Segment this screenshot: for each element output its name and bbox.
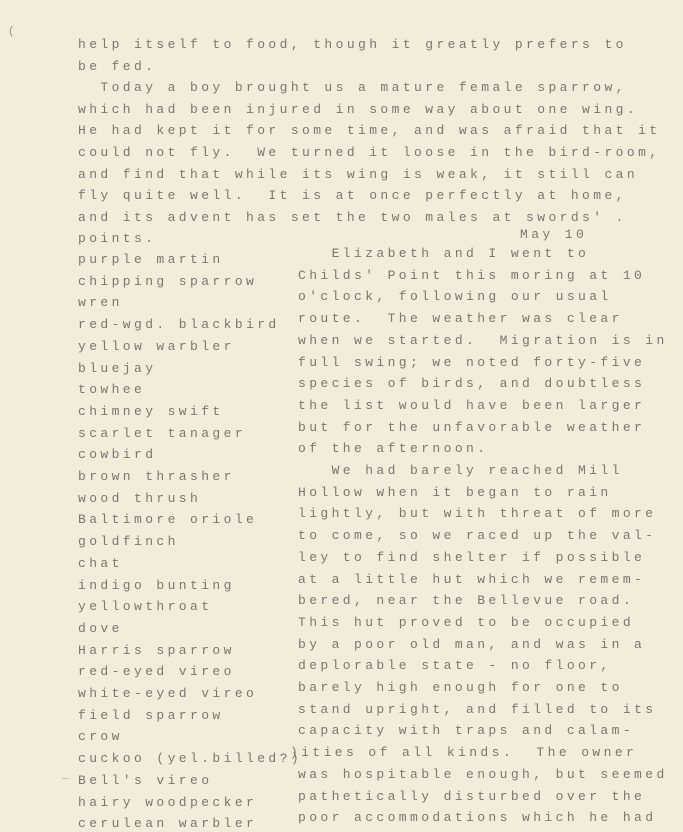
bird-list-item: red-wgd. blackbird [78, 317, 280, 333]
margin-mark: _ [62, 770, 69, 782]
bird-list-item: chat [78, 555, 123, 571]
text-line: bered, near the Bellevue road. [298, 593, 635, 609]
bird-list-item: towhee [78, 382, 146, 398]
text-line: points. [78, 231, 157, 247]
bird-list-item: white-eyed vireo [78, 686, 258, 701]
bird-list-item: hairy woodpecker [78, 794, 258, 810]
text-line: lightly, but with threat of more [298, 506, 657, 522]
margin-mark: ( [8, 26, 15, 38]
text-line: capacity with traps and calam- [298, 723, 635, 739]
bird-list-item: cerulean warbler [78, 816, 258, 832]
text-line: species of birds, and doubtless [298, 376, 646, 392]
text-line: and find that while its wing is weak, it still can [78, 166, 639, 182]
text-line: barely high enough for one to [298, 680, 623, 695]
text-line: Elizabeth and I went to [298, 246, 590, 261]
text-line: of the afternoon. [298, 441, 489, 457]
bird-list-item: Baltimore oriole [78, 512, 258, 528]
bird-list-item: Harris sparrow [78, 642, 235, 658]
text-line: be fed. [78, 58, 157, 74]
text-line: help itself to food, though it greatly prefers to [78, 37, 627, 52]
bird-list-item: wren [78, 295, 123, 311]
text-line: )ities of all kinds. The owner [290, 745, 638, 761]
text-line: pathetically disturbed over the [298, 788, 646, 804]
text-line: poor accommodations which he had [298, 810, 657, 826]
text-line: could not fly. We turned it loose in the bird-room, [78, 145, 661, 160]
entry-date: May 10 [520, 227, 588, 242]
bird-list-item: scarlet tanager [78, 425, 247, 441]
bird-list-item: yellow warbler [78, 338, 235, 354]
bird-list-item: field sparrow [78, 707, 224, 723]
text-line: We had barely reached Mill [298, 463, 623, 478]
text-line: at a little hut which we remem- [298, 571, 646, 587]
text-line: fly quite well. It is at once perfectly at home, [78, 188, 627, 204]
text-line: to come, so we raced up the val- [298, 528, 657, 544]
bird-list-item: chipping sparrow [78, 273, 258, 289]
text-line: full swing; we noted forty-five [298, 354, 646, 370]
text-line: by a poor old man, and was in a [298, 636, 646, 652]
bird-list-item: yellowthroat [78, 599, 213, 615]
bird-list-item: Bell's vireo [78, 772, 213, 788]
text-line: He had kept it for some time, and was afraid that it [78, 123, 661, 139]
bird-list-item: wood thrush [78, 490, 202, 506]
bird-list-item: bluejay [78, 360, 157, 376]
text-line: route. The weather was clear [298, 311, 623, 327]
text-line: Childs' Point this moring at 10 [298, 267, 646, 283]
text-line: which had been injured in some way about one wing. [78, 101, 639, 117]
text-line: This hut proved to be occupied [298, 614, 635, 630]
bird-list-item: cowbird [78, 447, 157, 463]
bird-list-item: crow [78, 729, 123, 745]
text-line: Today a boy brought us a mature female sparrow, [78, 80, 627, 96]
bird-list-item: goldfinch [78, 534, 179, 550]
text-line: o'clock, following our usual [298, 289, 612, 305]
bird-list-item: purple martin [78, 252, 224, 267]
text-line: Hollow when it began to rain [298, 484, 612, 500]
bird-list-item: dove [78, 620, 123, 636]
text-line: deplorable state - no floor, [298, 658, 612, 674]
bird-list-item: cuckoo (yel.billed?) [78, 751, 303, 767]
bird-list-item: brown thrasher [78, 469, 235, 484]
text-line: and its advent has set the two males at swords' . [78, 209, 627, 225]
text-line: stand upright, and filled to its [298, 701, 657, 717]
text-line: when we started. Migration is in [298, 332, 668, 348]
text-line: ley to find shelter if possible [298, 549, 646, 565]
bird-list-item: red-eyed vireo [78, 664, 235, 680]
text-line: the list would have been larger [298, 397, 646, 413]
bird-list-item: indigo bunting [78, 577, 235, 593]
text-line: was hospitable enough, but seemed [298, 766, 668, 782]
bird-list-item: chimney swift [78, 403, 224, 419]
text-line: but for the unfavorable weather [298, 419, 646, 435]
